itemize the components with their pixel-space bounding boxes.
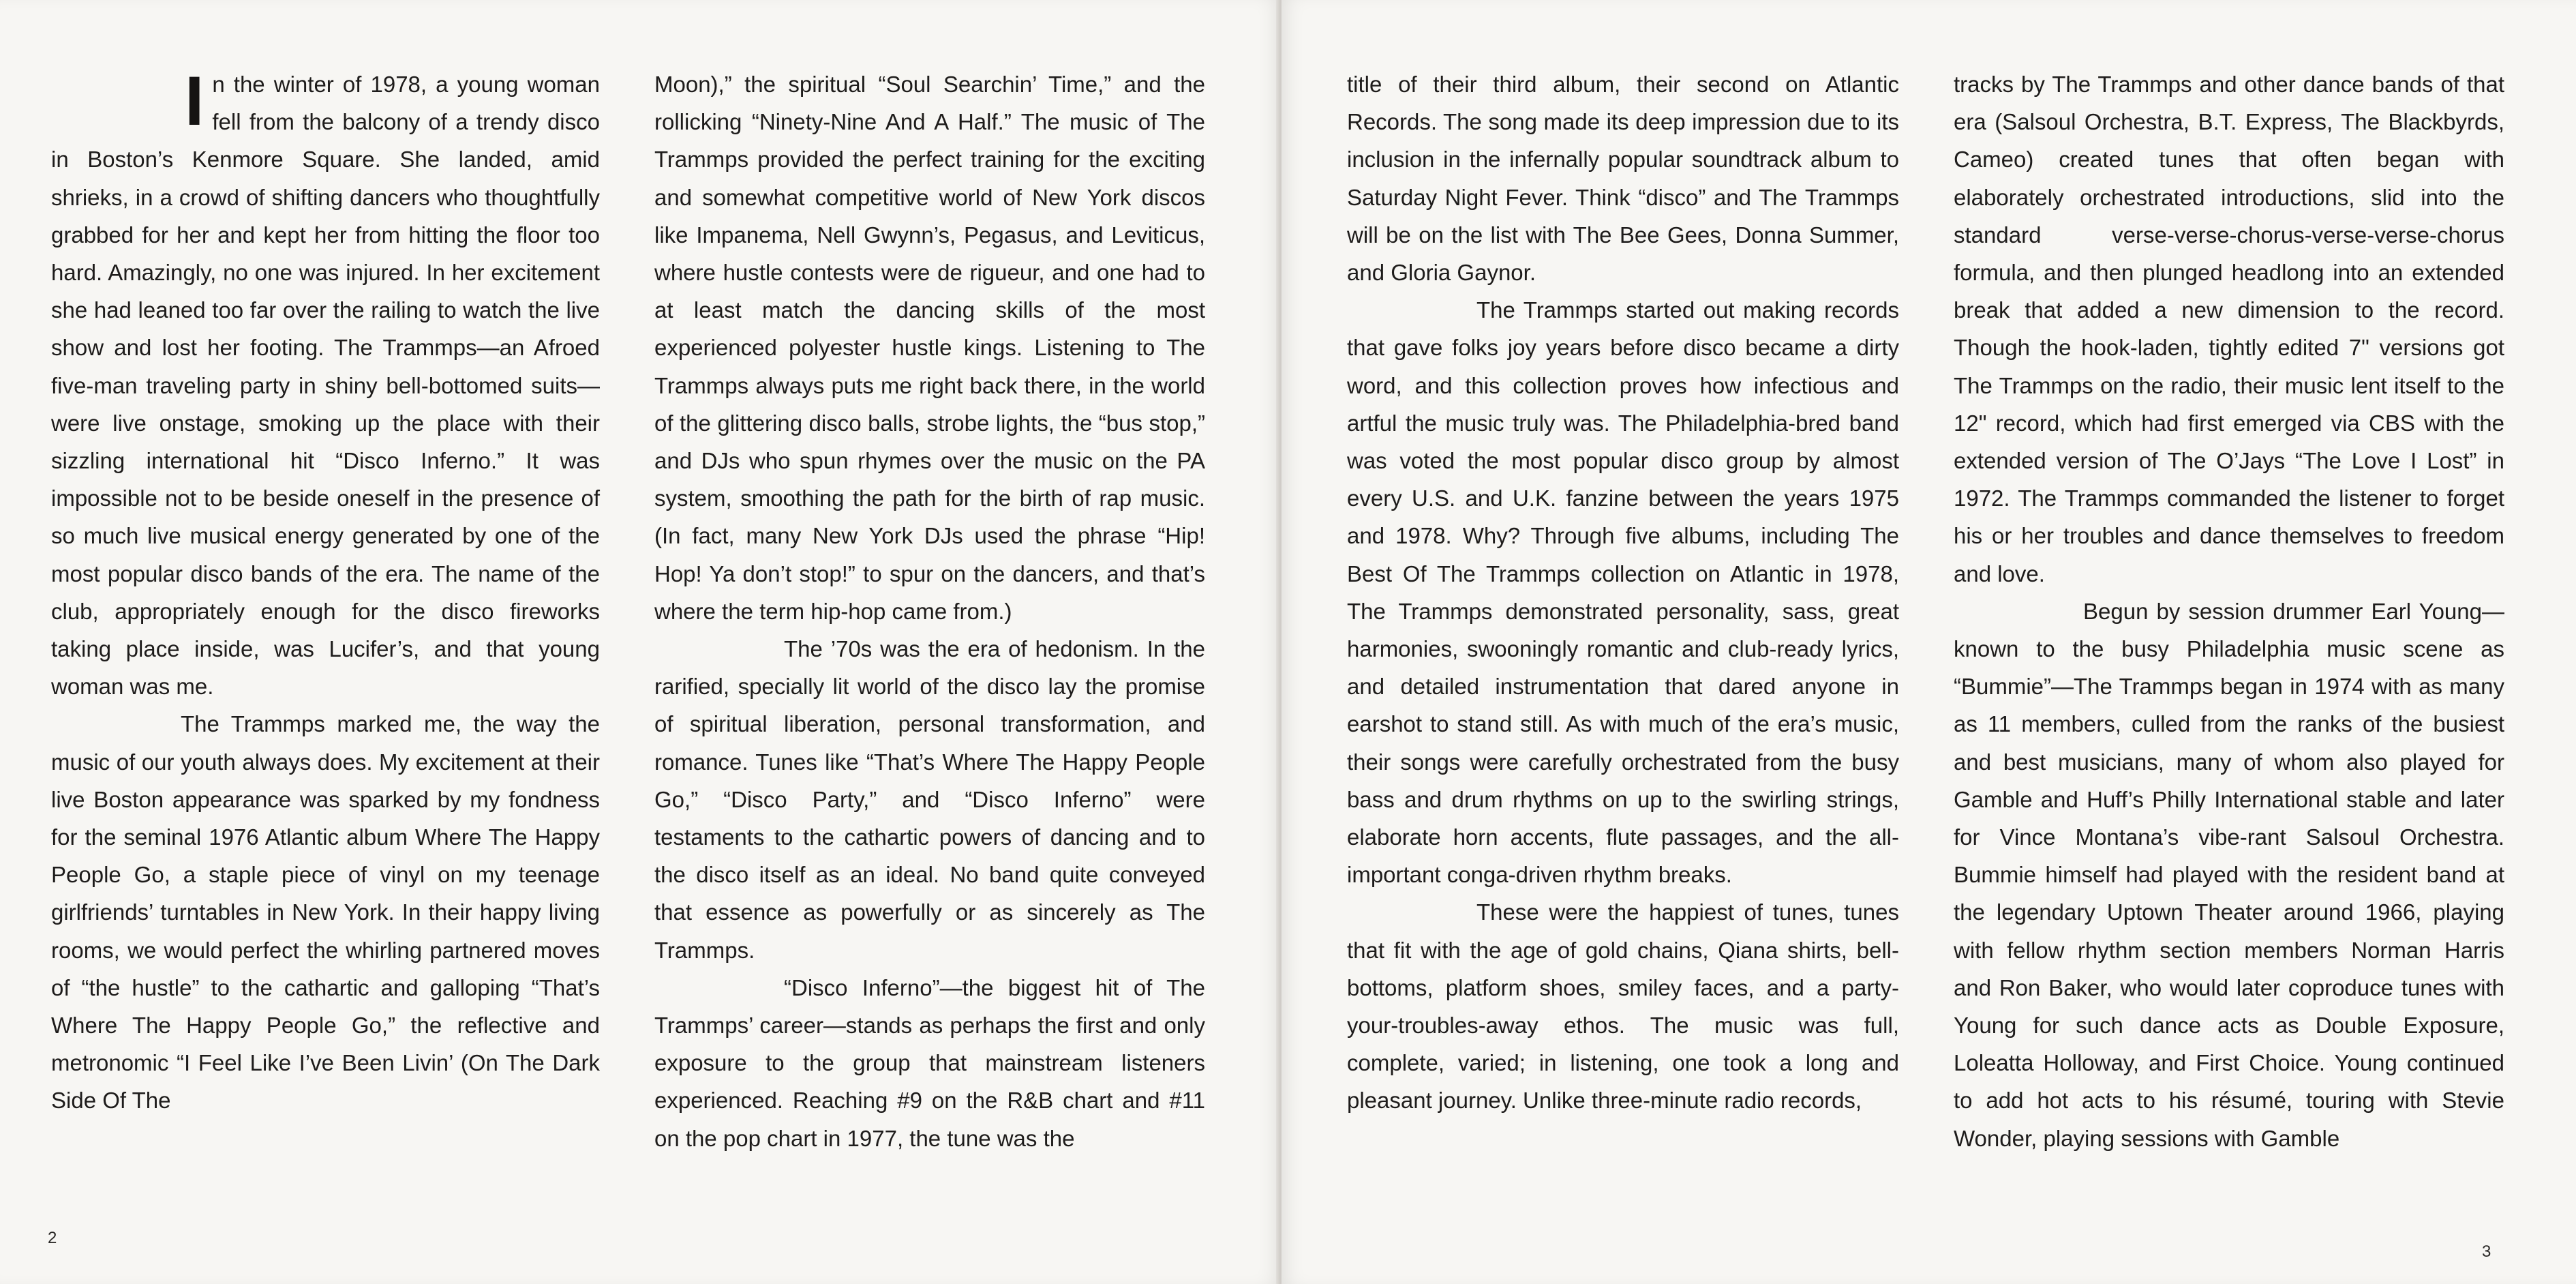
paragraph-2: The Trammps marked me, the way the music of our youth always does. My excitement at their live Boston appearance was sparked by my fondness for the seminal 1976 Atlantic album Where The Happy People Go, a staple piece of vinyl on my teenage girlfriends’ turntables in New York. In their happy living rooms, we would perfect the whirling partnered moves of “the hustle” to the cathartic and galloping “That’s Where The Happy People Go,” the reflective and metronomic “I Feel Like I’ve Been Livin’ (On The Dark Side Of The bbox=[51, 711, 600, 1114]
paragraph-9: tracks by The Trammps and other dance bands of that era (Salsoul Orchestra, B.T. Express, The Blackbyrds, Cameo) created tunes that often began with elaborately orchestrated introductions, slid into the standard verse-verse-chorus-verse-verse-chorus formula, and then plunged headlong into an extended break that added a new dimension to the record. Though the hook-laden, tightly edited 7" versions got The Trammps on the radio, their music lent itself to the 12" record, which had first emerged via CBS with the extended version of The O’Jays “The Love I Lost” in 1972. The Trammps commanded the listener to forget his or her troubles and dance themselves to freedom and love. bbox=[1954, 72, 2504, 586]
right-column-1 bbox=[1347, 65, 1899, 1120]
page-number-right: 3 bbox=[2482, 1242, 2491, 1261]
left-column-2 bbox=[654, 65, 1205, 1157]
paragraph-1 bbox=[51, 62, 600, 705]
paragraph-4: The ’70s was the era of hedonism. In the rarified, specially lit world of the disco lay the promise of spiritual liberation, personal transformation, and romance. Tunes like “That’s Where The Happy People Go,” “Disco Party,” and “Disco Inferno” were testaments to the cathartic powers of dancing and to the disco itself as an ideal. No band quite conveyed that essence as powerfully or as sincerely as The Trammps. bbox=[654, 636, 1205, 963]
paragraph-8: These were the happiest of tunes, tunes that fit with the age of gold chains, Qiana shirts, bell-bottoms, platform shoes, smiley faces, and a party-your-troubles-away ethos. The music was full, complete, varied; in listening, one took a long and pleasant journey. Unlike three-minute radio records, bbox=[1347, 899, 1899, 1114]
right-column-2 bbox=[1954, 65, 2504, 1157]
paragraph-6: title of their third album, their second on Atlantic Records. The song made its deep impression due to its inclusion in the infernally popular soundtrack album to Saturday Night Fever. Think “disco” and The Trammps will be on the list with The Bee Gees, Donna Summer, and Gloria Gaynor. bbox=[1347, 72, 1899, 286]
paragraph-10: Begun by session drummer Earl Young—known to the busy Philadelphia music scene as “Bummie”—The Trammps began in 1974 with as many as 11 members, culled from the ranks of the busiest and best musicians, many of whom also played for Gamble and Huff’s Philly International stable and later for Vince Montana’s vibe-rant Salsoul Orchestra. Bummie himself had played with the resident band at the legendary Uptown Theater around 1966, playing with fellow rhythm section members Norman Harris and Ron Baker, who would later coproduce tunes with Young for such dance acts as Double Exposure, Loleatta Holloway, and First Choice. Young continued to add hot acts to his résumé, touring with Stevie Wonder, playing sessions with Gamble bbox=[1954, 598, 2504, 1151]
page-number-left: 2 bbox=[48, 1229, 57, 1247]
paragraph-5: “Disco Inferno”—the biggest hit of The Trammps’ career—stands as perhaps the first and only exposure to the group that mainstream listeners experienced. Reaching #9 on the R&B chart and #11 on the pop chart in 1977, the tune was the bbox=[654, 974, 1205, 1151]
paragraph-text: n the winter of 1978, a young woman fell from the balcony of a trendy disco in Boston’s Kenmore Square. She landed, amid shrieks, in a crowd of shifting dancers who thoughtfully grabbed for her and kept her from hitting the floor too hard. Amazingly, no one was injured. In her excitement she had leaned too far over the railing to watch the live show and lost her footing. The Trammps—an Afroed five-man traveling party in shiny bell-bottomed suits—were live onstage, smoking up the place with their sizzling international hit “Disco Inferno.” It was impossible not to be beside oneself in the presence of so much live musical energy generated by one of the most popular disco bands of the era. The name of the club, appropriately enough for the disco fireworks taking place inside, was Lucifer’s, and that young woman was me. bbox=[51, 72, 600, 700]
right-page bbox=[1282, 0, 2576, 1284]
paragraph-7: The Trammps started out making records that gave folks joy years before disco became a dirty word, and this collection proves how infectious and artful the music truly was. The Philadelphia-bred band was voted the most popular disco group by almost every U.S. and U.K. fanzine between the years 1975 and 1978. Why? Through five albums, including The Best Of The Trammps collection on Atlantic in 1978, The Trammps demonstrated personality, sass, great harmonies, swooningly romantic and club-ready lyrics, and detailed instrumentation that dared anyone in earshot to stand still. As with much of the era’s music, their songs were carefully orchestrated from the busy bass and drum rhythms on up to the swirling strings, elaborate horn accents, flute passages, and the all-important conga-driven rhythm breaks. bbox=[1347, 297, 1899, 888]
drop-cap: I bbox=[185, 62, 204, 140]
left-page bbox=[0, 0, 1280, 1284]
paragraph-3: Moon),” the spiritual “Soul Searchin’ Time,” and the rollicking “Ninety-Nine And A Half.” The music of The Trammps provided the perfect training for the exciting and somewhat competitive world of New York discos like Impanema, Nell Gwynn’s, Pegasus, and Leviticus, where hustle contests were de rigueur, and one had to at least match the dancing skills of the most experienced polyester hustle kings. Listening to The Trammps always puts me right back there, in the world of the glittering disco balls, strobe lights, the “bus stop,” and DJs who spun rhymes over the music on the PA system, smoothing the path for the birth of rap music. (In fact, many New York DJs used the phrase “Hip! Hop! Ya don’t stop!” to spur on the dancers, and that’s where the term hip-hop came from.) bbox=[654, 72, 1205, 624]
left-column-1 bbox=[51, 62, 600, 1120]
